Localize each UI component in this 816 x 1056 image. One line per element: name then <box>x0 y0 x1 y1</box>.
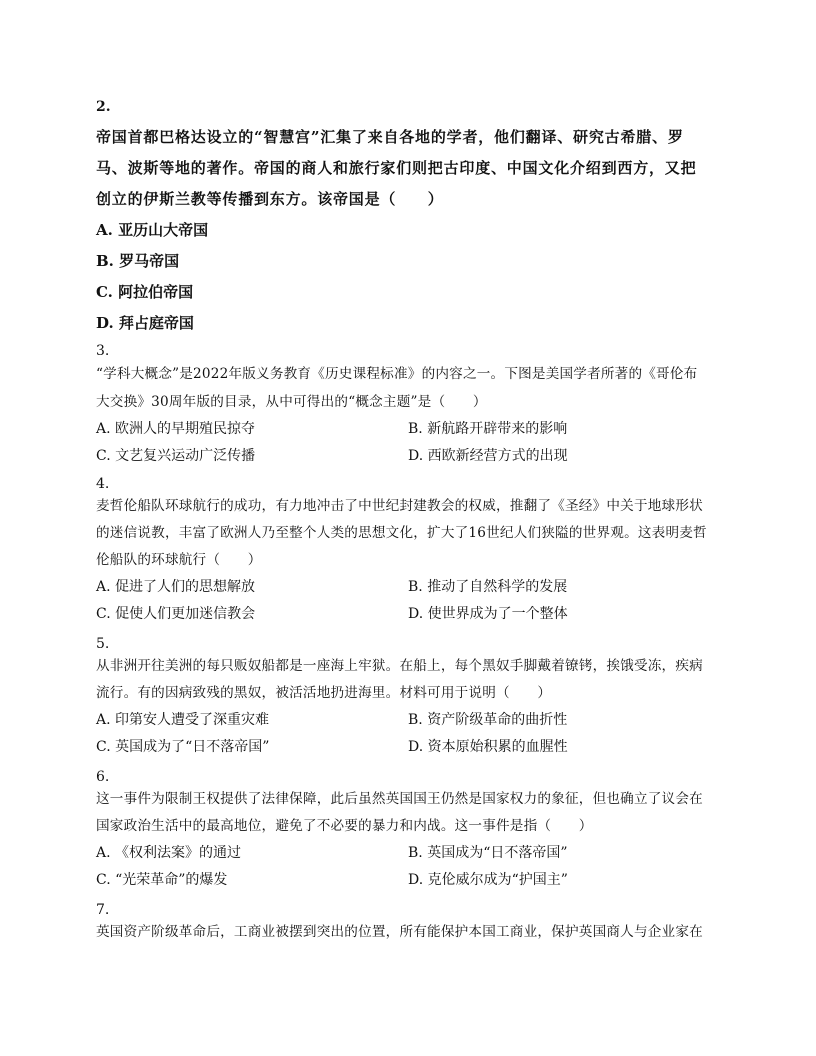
options-row <box>96 416 720 443</box>
option-d[interactable]: D. 资本原始积累的血腥性 <box>408 739 568 755</box>
option-a[interactable]: A. 《权利法案》的通过 <box>96 845 242 861</box>
question-number: 7. <box>96 902 110 918</box>
stem-line: 国家政治生活中的最高地位，避免了不必要的暴力和内战。这一事件是指（ ） <box>96 818 593 834</box>
options-row <box>96 734 720 761</box>
option-a[interactable]: A. 亚历山大帝国 <box>96 221 209 239</box>
option-d[interactable]: D. 西欧新经营方式的出现 <box>408 448 568 464</box>
stem-line: 伦船队的环球航行（ ） <box>96 552 262 568</box>
question-stem <box>96 360 720 416</box>
option-d[interactable]: D. 克伦威尔成为“护国主” <box>408 872 568 888</box>
stem-line: 帝国首都巴格达设立的“智慧宫”汇集了来自各地的学者，他们翻译、研究古希腊、罗 <box>96 128 684 146</box>
options-row <box>96 443 720 470</box>
question-number: 2. <box>96 99 111 115</box>
option-c[interactable]: C. “光荣革命”的爆发 <box>96 872 228 888</box>
option-c[interactable]: C. 阿拉伯帝国 <box>96 283 194 301</box>
option-b[interactable]: B. 新航路开辟带来的影响 <box>408 421 568 437</box>
stem-line: 的迷信说教，丰富了欧洲人乃至整个人类的思想文化，扩大了16世纪人们狭隘的世界观。这表明麦哲 <box>96 525 707 541</box>
stem-line: 流行。有的因病致残的黑奴，被活活地扔进海里。材料可用于说明（ ） <box>96 685 552 701</box>
stem-line: 从非洲开往美洲的每只贩奴船都是一座海上牢狱。在船上，每个黑奴手脚戴着镣铐，挨饿受冻，疾病 <box>96 658 703 674</box>
question-3 <box>96 342 720 470</box>
stem-line: 创立的伊斯兰教等传播到东方。该帝国是（ ） <box>96 190 444 208</box>
options-row <box>96 840 720 867</box>
option-a[interactable]: A. 印第安人遭受了深重灾难 <box>96 712 270 728</box>
option-b[interactable]: B. 资产阶级革命的曲折性 <box>408 712 568 728</box>
options-row <box>96 574 720 601</box>
options-row <box>96 601 720 628</box>
question-5 <box>96 635 720 761</box>
option-a[interactable]: A. 促进了人们的思想解放 <box>96 579 256 595</box>
question-stem <box>96 919 720 946</box>
stem-line: 马、波斯等地的著作。帝国的商人和旅行家们则把古印度、中国文化介绍到西方，又把 <box>96 159 697 177</box>
options-row <box>96 867 720 894</box>
option-c[interactable]: C. 促使人们更加迷信教会 <box>96 606 256 622</box>
stem-line: 这一事件为限制王权提供了法律保障，此后虽然英国国王仍然是国家权力的象征，但也确立了议会在 <box>96 791 703 807</box>
option-d[interactable]: D. 拜占庭帝国 <box>96 314 194 332</box>
question-stem <box>96 786 720 840</box>
option-b[interactable]: B. 推动了自然科学的发展 <box>408 579 568 595</box>
option-a[interactable]: A. 欧洲人的早期殖民掠夺 <box>96 421 256 437</box>
options-row <box>96 707 720 734</box>
stem-line: 英国资产阶级革命后，工商业被摆到突出的位置，所有能保护本国工商业，保护英国商人与企业家在 <box>96 924 703 940</box>
question-7 <box>96 901 720 946</box>
question-number: 3. <box>96 343 110 359</box>
option-b[interactable]: B. 罗马帝国 <box>96 252 180 270</box>
question-4 <box>96 475 720 628</box>
question-6 <box>96 768 720 894</box>
option-c[interactable]: C. 文艺复兴运动广泛传播 <box>96 448 256 464</box>
question-stem <box>96 122 720 215</box>
option-d[interactable]: D. 使世界成为了一个整体 <box>408 606 568 622</box>
question-number: 4. <box>96 476 110 492</box>
question-stem <box>96 653 720 707</box>
question-stem <box>96 493 720 574</box>
option-c[interactable]: C. 英国成为了“日不落帝国” <box>96 739 270 755</box>
stem-line: 大交换》30周年版的目录，从中可得出的“概念主题”是（ ） <box>96 394 487 410</box>
stem-line: 麦哲伦船队环球航行的成功，有力地冲击了中世纪封建教会的权威，推翻了《圣经》中关于地球形状 <box>96 498 703 514</box>
question-2 <box>96 98 720 339</box>
question-number: 5. <box>96 636 110 652</box>
stem-line: “学科大概念”是2022年版义务教育《历史课程标准》的内容之一。下图是美国学者所著的《哥伦布 <box>96 366 698 382</box>
option-b[interactable]: B. 英国成为“日不落帝国” <box>408 845 568 861</box>
question-number: 6. <box>96 769 110 785</box>
